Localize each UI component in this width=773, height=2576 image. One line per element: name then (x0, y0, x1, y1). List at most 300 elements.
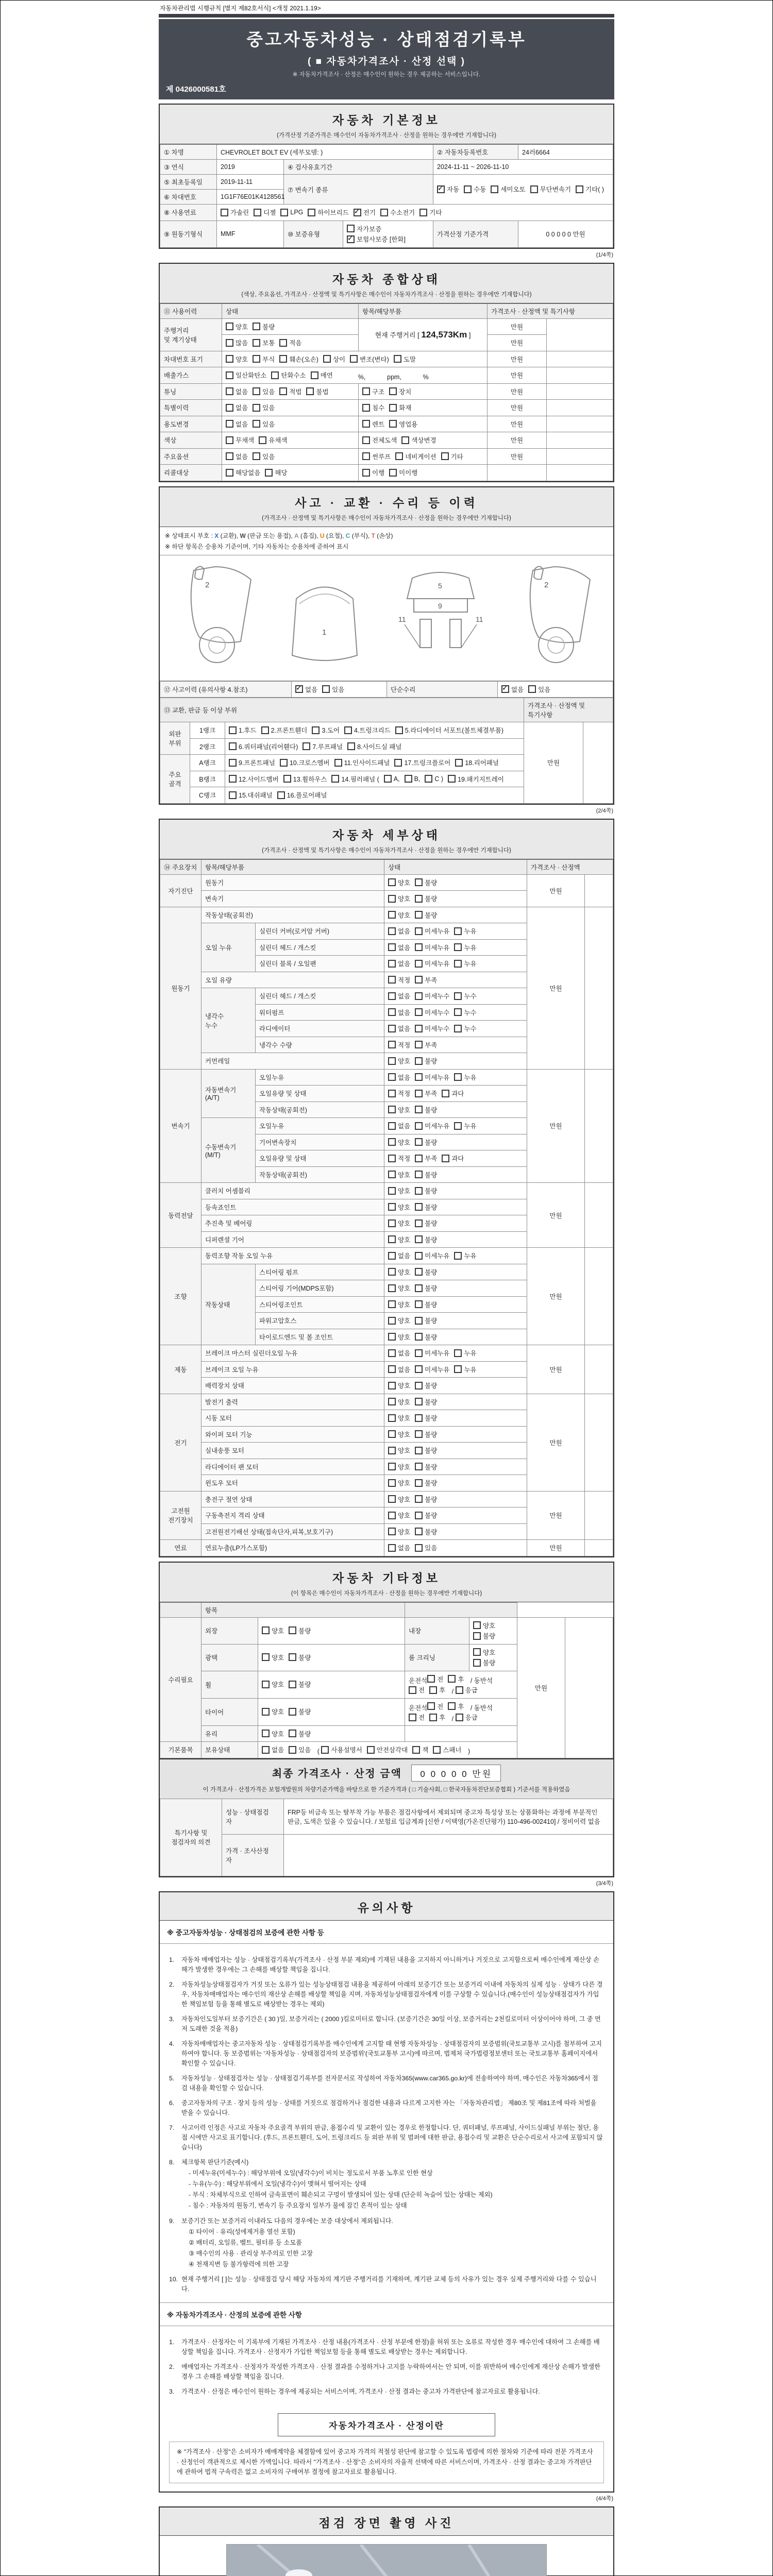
checkbox-option[interactable] (388, 894, 410, 903)
label-cell: 용도변경 (160, 416, 222, 432)
checkbox-option[interactable] (229, 725, 257, 735)
checkbox-label: 불량 (425, 879, 438, 887)
checkbox-box-icon (262, 1730, 270, 1737)
checkbox-option[interactable] (226, 419, 248, 429)
checkbox-box-icon (262, 1746, 270, 1754)
checkbox-option[interactable] (388, 1511, 410, 1520)
checkbox-option[interactable] (347, 224, 381, 233)
checkbox-option[interactable] (429, 1713, 445, 1722)
state-cell (384, 1459, 527, 1475)
checkbox-option[interactable] (454, 1073, 476, 1082)
checkbox-label: 자가보증 (357, 225, 382, 233)
checkbox-option[interactable] (415, 1381, 437, 1390)
checkbox-option[interactable] (303, 742, 343, 751)
checkbox-option[interactable] (412, 1745, 428, 1754)
label-cell: 타이어 (201, 1698, 258, 1725)
checkbox-box-icon (456, 1686, 463, 1694)
checkbox-option[interactable] (344, 725, 391, 735)
checkbox-option[interactable] (388, 1397, 410, 1406)
checkbox-option[interactable] (405, 775, 421, 783)
checkbox-label: 부족 (425, 1041, 438, 1049)
checkbox-option[interactable] (388, 1056, 410, 1065)
checkbox-option[interactable] (280, 209, 303, 216)
checkbox-option[interactable] (388, 1348, 410, 1358)
checkbox-option[interactable] (415, 1478, 437, 1487)
checkbox-label: 불량 (425, 911, 438, 919)
label-cell: 휠 (201, 1671, 258, 1698)
checkbox-label: 없음 (236, 420, 248, 428)
checkbox-option[interactable] (415, 991, 449, 1001)
checkbox-option[interactable] (289, 1745, 311, 1754)
checkbox-option[interactable] (389, 403, 411, 412)
checkbox-option[interactable] (454, 1348, 476, 1358)
checkbox-option[interactable] (394, 758, 450, 767)
checkbox-option[interactable] (415, 1365, 449, 1374)
checkbox-label: 자동 (447, 186, 460, 194)
damage-code: A (294, 532, 299, 539)
checkbox-option[interactable] (253, 403, 275, 412)
checkbox-box-icon (388, 1528, 396, 1535)
section-photos (159, 2506, 614, 2576)
checkbox-option[interactable] (388, 975, 410, 985)
checkbox-option[interactable] (501, 685, 524, 694)
checkbox-box-icon (384, 775, 392, 783)
checkbox-option[interactable] (454, 926, 476, 936)
state-cell (292, 681, 387, 698)
checkbox-option[interactable] (384, 775, 400, 783)
checkbox-box-icon (473, 1621, 481, 1629)
checkbox-box-icon (415, 1155, 423, 1162)
checkbox-label: 전 (437, 1675, 444, 1683)
checkbox-option[interactable] (283, 774, 327, 784)
checkbox-box-icon (415, 1252, 423, 1260)
checkbox-option[interactable] (415, 894, 437, 903)
checkbox-option[interactable] (454, 1121, 476, 1130)
checkbox-label: 양호 (398, 879, 411, 887)
checkbox-box-icon (388, 1479, 396, 1487)
checkbox-option[interactable] (362, 452, 391, 461)
checkbox-option[interactable] (253, 387, 275, 396)
checkbox-option[interactable] (415, 1397, 437, 1406)
checkbox-label: 있음 (425, 1545, 438, 1552)
checkbox-option[interactable] (388, 1170, 410, 1179)
checkbox-label: 미세누유 (425, 1252, 450, 1260)
checkbox-option[interactable] (253, 452, 275, 461)
checkbox-option[interactable] (280, 758, 330, 767)
state-cell (384, 1540, 527, 1556)
checkbox-option[interactable] (362, 435, 397, 445)
checkbox-option[interactable] (388, 1446, 410, 1455)
checkbox-option[interactable] (262, 1626, 284, 1635)
checkbox-option[interactable] (415, 1154, 437, 1163)
checkbox-option[interactable] (289, 1680, 311, 1689)
checkbox-option[interactable] (388, 943, 410, 952)
checkbox-option[interactable] (253, 354, 275, 364)
checkbox-option[interactable] (262, 1680, 284, 1689)
checkbox-label: 양호 (398, 1139, 411, 1146)
checkbox-option[interactable] (389, 419, 417, 429)
checkbox-option[interactable] (576, 184, 604, 194)
checkbox-option[interactable] (388, 1105, 410, 1114)
checkbox-option[interactable] (388, 878, 410, 887)
checkbox-option[interactable] (415, 1170, 437, 1179)
checkbox-label: 미세누유 (425, 1123, 450, 1130)
checkbox-option[interactable] (388, 1478, 410, 1487)
checkbox-option[interactable] (388, 1040, 410, 1049)
checkbox-option[interactable] (350, 354, 389, 364)
checkbox-label: 양호 (236, 323, 248, 331)
checkbox-option[interactable] (415, 1218, 437, 1228)
checkbox-option[interactable] (409, 1685, 425, 1694)
checkbox-option[interactable] (442, 1154, 464, 1163)
checkbox-option[interactable] (415, 943, 449, 952)
checkbox-option[interactable] (528, 685, 550, 694)
checkbox-option[interactable] (380, 208, 415, 217)
value-cell: 2024-11-11 ~ 2026-11-10 (433, 160, 613, 175)
checkbox-box-icon (262, 1653, 270, 1661)
checkbox-option[interactable] (277, 790, 327, 800)
checkbox-option[interactable] (442, 1089, 464, 1098)
checkbox-option[interactable] (226, 354, 248, 364)
checkbox-option[interactable] (427, 1702, 443, 1711)
checkbox-option[interactable] (448, 1702, 464, 1711)
checkbox-option[interactable] (226, 322, 248, 331)
checkbox-option[interactable] (415, 1121, 449, 1130)
checkbox-box-icon (229, 726, 237, 734)
checkbox-label: 없음 (398, 928, 411, 935)
checkbox-option[interactable] (334, 758, 390, 767)
checkbox-label: 영업용 (399, 420, 418, 428)
checkbox-option[interactable] (388, 1495, 410, 1504)
checkbox-label: 양호 (398, 1204, 411, 1211)
checkbox-option[interactable] (388, 1283, 410, 1293)
checkbox-option[interactable] (226, 387, 248, 396)
checkbox-option[interactable] (454, 959, 476, 968)
checkbox-option[interactable] (415, 1008, 449, 1017)
checkbox-option[interactable] (388, 1089, 410, 1098)
checkbox-option[interactable] (388, 926, 410, 936)
state-cell (384, 939, 527, 956)
checkbox-box-icon (425, 775, 432, 783)
checkbox-option[interactable] (388, 1202, 410, 1212)
checkbox-option[interactable] (388, 1413, 410, 1422)
checkbox-box-icon (415, 1268, 423, 1276)
state-cell (384, 1086, 527, 1102)
checkbox-option[interactable] (415, 1186, 437, 1195)
checkbox-option[interactable] (530, 184, 571, 194)
checkbox-label: 사용설명서 (331, 1747, 362, 1754)
checkbox-option[interactable] (367, 1745, 408, 1754)
checkbox-option[interactable] (388, 1251, 410, 1260)
state-cell (222, 432, 359, 449)
checkbox-option[interactable] (226, 338, 248, 347)
state-cell (384, 1037, 527, 1053)
notes-cell (584, 1491, 613, 1540)
checkbox-box-icon (226, 387, 233, 395)
checkbox-option[interactable] (388, 1008, 410, 1017)
checkbox-option[interactable] (395, 452, 436, 461)
checkbox-option[interactable] (464, 184, 486, 194)
checkbox-option[interactable] (354, 208, 376, 217)
checkbox-option[interactable] (226, 452, 248, 461)
checkbox-option[interactable] (456, 1713, 478, 1722)
checkbox-option[interactable] (388, 1073, 410, 1082)
checkbox-option[interactable] (454, 1251, 476, 1260)
checkbox-option[interactable] (415, 878, 437, 887)
group-cell: 동력전달 (160, 1183, 201, 1248)
checkbox-option[interactable] (323, 354, 345, 364)
checkbox-option[interactable] (415, 1105, 437, 1114)
checkbox-option[interactable] (491, 184, 525, 194)
checkbox-option[interactable] (388, 1300, 410, 1309)
checkbox-box-icon (415, 911, 423, 919)
checkbox-option[interactable] (415, 1040, 437, 1049)
checkbox-option[interactable] (362, 387, 384, 396)
checkbox-option[interactable] (427, 1674, 443, 1684)
checkbox-option[interactable] (454, 1008, 476, 1017)
checkbox-option[interactable] (415, 1543, 437, 1552)
checkbox-option[interactable] (415, 1348, 449, 1358)
checkbox-option[interactable] (388, 1138, 410, 1147)
item-cell: 냉각수 수량 (256, 1037, 384, 1053)
checkbox-label: 없음 (398, 944, 411, 952)
checkbox-option[interactable] (415, 1413, 437, 1422)
checkbox-box-icon (388, 1268, 396, 1276)
checkbox-option[interactable] (253, 338, 275, 347)
checkbox-box-icon (226, 420, 233, 428)
checkbox-option[interactable] (253, 322, 275, 331)
checkbox-option[interactable] (415, 1283, 437, 1293)
checkbox-option[interactable] (415, 1073, 449, 1082)
checkbox-option[interactable] (415, 1089, 437, 1098)
checkbox-option[interactable] (388, 1430, 410, 1439)
checkbox-box-icon (388, 1447, 396, 1454)
checkbox-option[interactable] (295, 685, 317, 694)
checkbox-option[interactable] (415, 1446, 437, 1455)
state-cell (258, 1698, 405, 1725)
checkbox-option[interactable] (473, 1658, 495, 1667)
checkbox-option[interactable] (389, 387, 411, 396)
checkbox-label: 미세누수 (425, 993, 450, 1000)
checkbox-option[interactable] (362, 403, 384, 412)
checkbox-option[interactable] (388, 1186, 410, 1195)
checkbox-option[interactable] (425, 775, 443, 783)
checkbox-label: 양호 (398, 1463, 411, 1471)
checkbox-option[interactable] (388, 1218, 410, 1228)
checkbox-option[interactable] (321, 1745, 362, 1754)
checkbox-option[interactable] (226, 435, 254, 445)
checkbox-option[interactable] (312, 725, 340, 735)
checkbox-label: 적법 (289, 388, 302, 396)
checkbox-label: 있음 (298, 1747, 311, 1754)
checkbox-option[interactable] (415, 1202, 437, 1212)
checkbox-option[interactable] (415, 1300, 437, 1309)
checkbox-option[interactable] (221, 208, 249, 217)
checkbox-option[interactable] (331, 774, 379, 784)
checkbox-option[interactable] (454, 1024, 476, 1033)
checkbox-box-icon (454, 1122, 462, 1130)
checkbox-option[interactable] (262, 1653, 284, 1662)
checkbox-option[interactable] (415, 1527, 437, 1536)
checkbox-option[interactable] (415, 1024, 449, 1033)
checkbox-option[interactable] (388, 1365, 410, 1374)
checkbox-option[interactable] (347, 742, 401, 751)
checkbox-option[interactable] (262, 1729, 284, 1738)
checkbox-option[interactable] (289, 1626, 311, 1635)
checkbox-option[interactable] (454, 943, 476, 952)
checkbox-option[interactable] (433, 1745, 461, 1754)
checkbox-option[interactable] (322, 685, 344, 694)
notice-item: 3. 가격조사 · 산정은 매수인이 원하는 경우에 제공되는 서비스이며, 가격조사 · 산정 결과는 중고차 가격판단에 참고자료로 활용됩니다. (169, 2388, 540, 2396)
checkbox-box-icon (321, 1746, 329, 1754)
checkbox-option[interactable] (311, 370, 333, 380)
checkbox-option[interactable] (415, 1430, 437, 1439)
checkbox-option[interactable] (261, 725, 308, 735)
checkbox-option[interactable] (289, 1707, 311, 1716)
checkbox-option[interactable] (388, 1527, 410, 1536)
checkbox-option[interactable] (262, 1707, 284, 1716)
checkbox-option[interactable] (229, 758, 275, 767)
checkbox-option[interactable] (347, 234, 406, 244)
checkbox-label: 불량 (425, 895, 438, 903)
checkbox-option[interactable] (226, 468, 260, 477)
checkbox-option[interactable] (388, 991, 410, 1001)
checkbox-label: 적정 (398, 976, 411, 984)
checkbox-option[interactable] (388, 1235, 410, 1244)
checkbox-option[interactable] (394, 354, 416, 364)
checkbox-option[interactable] (362, 468, 384, 477)
checkbox-option[interactable] (289, 1653, 311, 1662)
checkbox-option[interactable] (229, 742, 298, 751)
checkbox-option[interactable] (262, 1745, 284, 1754)
state-cell (384, 1491, 527, 1507)
checkbox-option[interactable] (415, 959, 449, 968)
checkbox-option[interactable] (226, 403, 248, 412)
checkbox-option[interactable] (473, 1621, 495, 1630)
checkbox-option[interactable] (279, 338, 301, 347)
checkbox-option[interactable] (429, 1685, 445, 1694)
legend-note: ※ 하단 항목은 승용차 기준이며, 기타 자동차는 승용차에 준하여 표시 (160, 541, 613, 555)
checkbox-option[interactable] (415, 910, 437, 920)
state-cell (384, 1378, 527, 1394)
checkbox-option[interactable] (388, 1154, 410, 1163)
checkbox-option[interactable] (415, 1267, 437, 1277)
checkbox-option[interactable] (454, 1365, 476, 1374)
checkbox-box-icon (388, 878, 396, 886)
checkbox-label: 불량 (425, 1188, 438, 1195)
checkbox-option[interactable] (409, 1713, 425, 1722)
checkbox-box-icon (303, 742, 310, 750)
state-cell (258, 1617, 405, 1644)
checkbox-label: 4.트렁크리드 (354, 727, 391, 734)
price-notices-intro: ※ 자동차가격조사 · 산정의 보증에 관한 사항 (160, 2302, 613, 2326)
checkbox-option[interactable] (226, 370, 266, 380)
checkbox-option[interactable] (388, 910, 410, 920)
checkbox-option[interactable] (289, 1729, 311, 1738)
checkbox-option[interactable] (388, 1543, 410, 1552)
price-cell: 만원 (527, 1540, 584, 1556)
checkbox-label: 불량 (425, 1463, 438, 1471)
checkbox-box-icon (388, 1317, 396, 1325)
checkbox-option[interactable] (419, 208, 442, 217)
checkbox-option[interactable] (388, 1381, 410, 1390)
checkbox-option[interactable] (279, 354, 318, 364)
checkbox-option[interactable] (259, 435, 287, 445)
checkbox-option[interactable] (388, 1024, 410, 1033)
checkbox-option[interactable] (454, 991, 476, 1001)
checkbox-option[interactable] (229, 790, 273, 800)
checkbox-option[interactable] (253, 419, 275, 429)
checkbox-option[interactable] (415, 975, 437, 985)
checkbox-option[interactable] (308, 208, 348, 217)
checkbox-option[interactable] (473, 1631, 495, 1640)
checkbox-option[interactable] (388, 1332, 410, 1342)
checkbox-option[interactable] (388, 1267, 410, 1277)
checkbox-box-icon (427, 1702, 435, 1710)
checkbox-option[interactable] (389, 468, 417, 477)
checkbox-option[interactable] (388, 959, 410, 968)
checkbox-option[interactable] (388, 1462, 410, 1471)
checkbox-box-icon (415, 976, 423, 984)
checkbox-option[interactable] (279, 387, 301, 396)
checkbox-option[interactable] (265, 468, 287, 477)
checkbox-option[interactable] (254, 208, 276, 217)
checkbox-option[interactable] (229, 774, 279, 784)
checkbox-option[interactable] (415, 1511, 437, 1520)
checkbox-option[interactable] (456, 1685, 478, 1694)
parts-cell (225, 787, 524, 804)
checkbox-option[interactable] (362, 419, 384, 429)
item-cell (359, 432, 488, 449)
checkbox-option[interactable] (395, 725, 503, 735)
checkbox-option[interactable] (415, 1332, 437, 1342)
checkbox-box-icon (289, 1653, 296, 1661)
checkbox-option[interactable] (415, 1056, 437, 1065)
checkbox-option[interactable] (441, 452, 463, 461)
checkbox-label: 색상변경 (411, 437, 436, 444)
checkbox-box-icon (334, 759, 342, 767)
checkbox-option[interactable] (455, 758, 499, 767)
checkbox-box-icon (306, 387, 314, 395)
checkbox-option[interactable] (437, 184, 459, 194)
checkbox-option[interactable] (415, 1495, 437, 1504)
checkbox-option[interactable] (473, 1648, 495, 1657)
checkbox-label: 불량 (298, 1730, 311, 1738)
group-cell: 고전원 전기장치 (160, 1491, 201, 1540)
checkbox-option[interactable] (448, 1674, 464, 1684)
checkbox-option[interactable] (271, 370, 306, 380)
checkbox-option[interactable] (448, 774, 504, 784)
checkbox-option[interactable] (306, 387, 328, 396)
value-cell: CHEVROLET BOLT EV (세부모델: ) (217, 145, 433, 160)
checkbox-option[interactable] (415, 926, 449, 936)
checkbox-option[interactable] (415, 1316, 437, 1325)
checkbox-option[interactable] (388, 1121, 410, 1130)
checkbox-option[interactable] (415, 1235, 437, 1244)
checkbox-label: C ) (434, 775, 444, 783)
checkbox-box-icon (388, 1398, 396, 1405)
checkbox-option[interactable] (415, 1138, 437, 1147)
checkbox-option[interactable] (415, 1462, 437, 1471)
checkbox-option[interactable] (388, 1316, 410, 1325)
checkbox-option[interactable] (401, 435, 436, 445)
item-cell: 와이퍼 모터 기능 (201, 1426, 384, 1443)
checkbox-box-icon (311, 371, 318, 379)
checkbox-option[interactable] (415, 1251, 449, 1260)
checkbox-box-icon (464, 185, 472, 193)
label-cell: 성능 · 상태점검 자 (222, 1799, 284, 1834)
checkbox-label: 양호 (398, 1285, 411, 1292)
